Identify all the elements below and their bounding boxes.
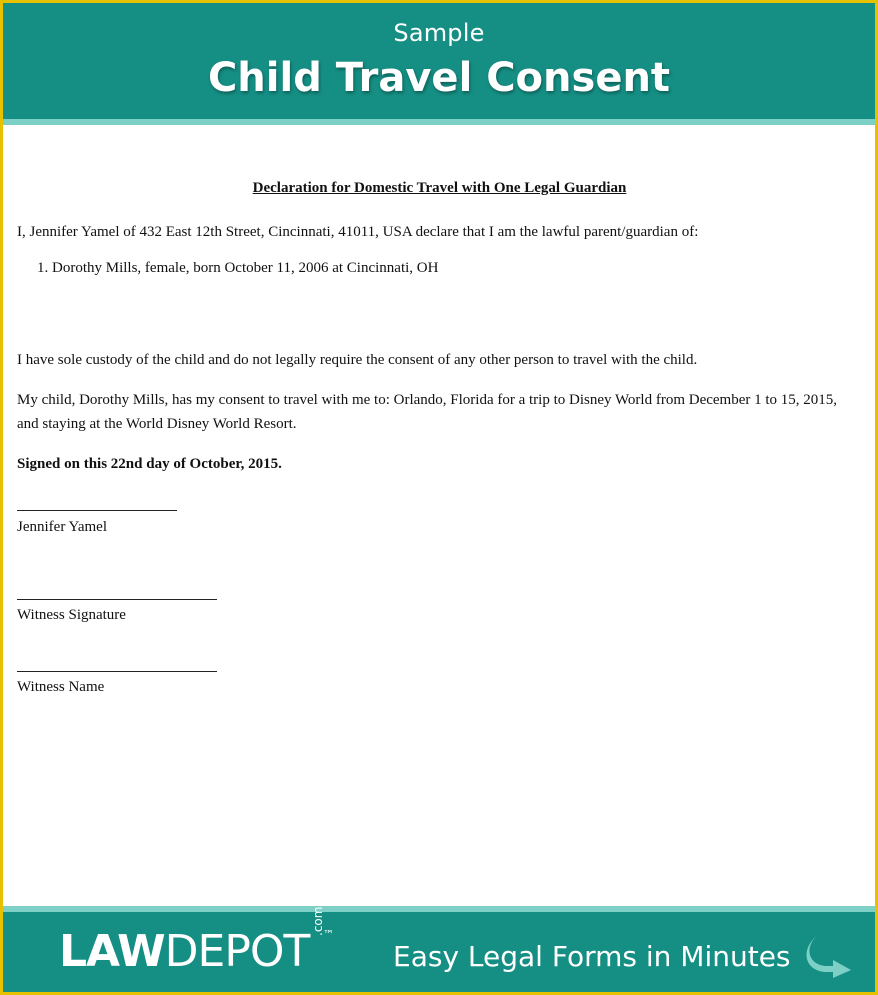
guardian-name-label: Jennifer Yamel bbox=[17, 519, 107, 535]
witness-name-line bbox=[17, 671, 217, 672]
header-subtitle: Sample bbox=[393, 19, 485, 47]
child-list-item: 1. Dorothy Mills, female, born October 11, 2006 at Cincinnati, OH bbox=[37, 260, 439, 276]
signed-date: Signed on this 22nd day of October, 2015. bbox=[17, 456, 282, 472]
logo-com: .com bbox=[311, 906, 325, 936]
logo-trademark: ™ bbox=[323, 928, 334, 941]
page-title: Child Travel Consent bbox=[207, 55, 671, 101]
header-banner bbox=[3, 3, 875, 119]
witness-name-label: Witness Name bbox=[17, 679, 105, 695]
footer-banner bbox=[3, 906, 875, 992]
lawdepot-logo bbox=[59, 926, 309, 977]
curved-arrow-icon bbox=[803, 932, 855, 978]
logo-law: LAW bbox=[59, 926, 165, 977]
footer-tagline: Easy Legal Forms in Minutes bbox=[393, 940, 791, 973]
consent-paragraph: My child, Dorothy Mills, has my consent to travel with me to: Orlando, Florida for a trip to Disney World from December 1 to 15, 2015, and staying at the World Disney World Resort. bbox=[17, 392, 838, 432]
guardian-signature-line bbox=[17, 510, 177, 511]
custody-paragraph: I have sole custody of the child and do not legally require the consent of any other person to travel with the child. bbox=[17, 352, 698, 368]
witness-signature-label: Witness Signature bbox=[17, 607, 126, 623]
witness-signature-line bbox=[17, 599, 217, 600]
logo-depot: DEPOT bbox=[164, 926, 310, 977]
intro-paragraph: I, Jennifer Yamel of 432 East 12th Street, Cincinnati, 41011, USA declare that I am the lawful parent/guardian of: bbox=[17, 224, 699, 240]
document-heading: Declaration for Domestic Travel with One Legal Guardian bbox=[252, 180, 627, 196]
header-stripe bbox=[3, 119, 875, 125]
